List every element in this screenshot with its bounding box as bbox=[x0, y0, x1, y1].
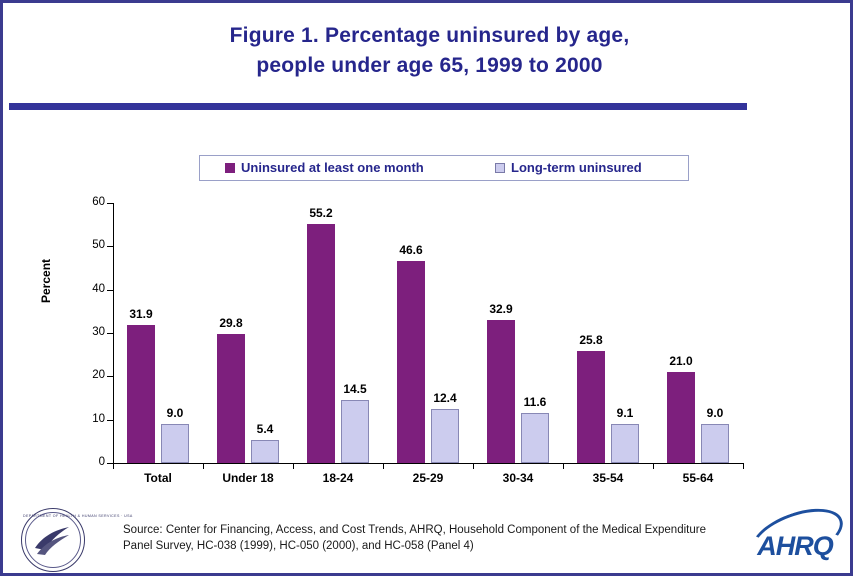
bar-long-term-30-34 bbox=[521, 413, 549, 463]
x-tick-mark bbox=[563, 464, 564, 469]
title-line-2: people under age 65, 1999 to 2000 bbox=[256, 54, 603, 77]
hhs-seal-logo bbox=[21, 508, 133, 570]
seal-ring-text: DEPARTMENT OF HEALTH & HUMAN SERVICES · USA bbox=[23, 514, 133, 518]
bar-value-label: 11.6 bbox=[523, 394, 547, 409]
x-tick-mark bbox=[743, 464, 744, 469]
bar-value-label: 32.9 bbox=[489, 302, 513, 317]
x-category-label: 55-64 bbox=[682, 471, 714, 485]
ahrq-wordmark: AHRQ bbox=[757, 531, 833, 561]
bar-uninsured-one-month-25-29 bbox=[397, 261, 425, 463]
bar-long-term-total bbox=[161, 424, 189, 463]
legend-entry-long-term-uninsured bbox=[495, 160, 642, 175]
legend-entry-uninsured-at-least-one-month bbox=[225, 160, 424, 175]
bar-value-label: 5.4 bbox=[256, 421, 274, 436]
x-tick-mark bbox=[113, 464, 114, 469]
bar-value-label: 14.5 bbox=[343, 382, 367, 397]
bar-uninsured-one-month-total bbox=[127, 325, 155, 463]
bar-long-term-35-54 bbox=[611, 424, 639, 463]
y-tick-label: 30 bbox=[92, 326, 105, 338]
y-tick-label: 0 bbox=[98, 456, 105, 468]
x-tick-mark bbox=[293, 464, 294, 469]
legend-swatch-lavender-icon bbox=[495, 163, 505, 173]
bar-long-term-55-64 bbox=[701, 424, 729, 463]
x-tick-mark bbox=[653, 464, 654, 469]
x-category-label: 30-34 bbox=[502, 471, 534, 485]
source-note: Source: Center for Financing, Access, and Cost Trends, AHRQ, Household Component of the Medical Expenditure Panel Survey, HC-038 (1999), HC-050 (2000), and HC-058 (Panel 4) bbox=[123, 524, 706, 552]
x-tick-mark bbox=[203, 464, 204, 469]
legend-label-1: Uninsured at least one month bbox=[241, 160, 424, 175]
y-tick-label: 60 bbox=[92, 196, 105, 208]
x-category-label: Under 18 bbox=[222, 471, 274, 485]
x-axis-line bbox=[113, 463, 744, 464]
legend-swatch-purple-icon bbox=[225, 163, 235, 173]
bar-value-label: 25.8 bbox=[579, 333, 603, 348]
bar-long-term-18-24 bbox=[341, 400, 369, 463]
x-category-label: 18-24 bbox=[322, 471, 354, 485]
bar-uninsured-one-month-35-54 bbox=[577, 351, 605, 463]
plot-area bbox=[113, 203, 743, 463]
bar-value-label: 9.0 bbox=[706, 406, 724, 420]
y-tick-label: 40 bbox=[92, 282, 105, 295]
x-category-label: 35-54 bbox=[592, 471, 624, 485]
y-tick-label: 20 bbox=[92, 369, 105, 382]
bar-value-label: 12.4 bbox=[433, 391, 457, 406]
page-title bbox=[3, 21, 853, 81]
bar-uninsured-one-month-30-34 bbox=[487, 320, 515, 463]
bar-long-term-25-29 bbox=[431, 409, 459, 463]
bar-value-label: 31.9 bbox=[129, 306, 153, 321]
bar-value-label: 9.1 bbox=[616, 405, 634, 420]
bar-value-label: 9.0 bbox=[166, 406, 184, 420]
bar-uninsured-one-month-18-24 bbox=[307, 224, 335, 463]
y-tick-label: 10 bbox=[92, 412, 105, 425]
x-category-label: Total bbox=[144, 471, 172, 485]
x-category-label: 25-29 bbox=[412, 471, 444, 485]
x-tick-mark bbox=[473, 464, 474, 469]
hhs-bird-icon bbox=[33, 524, 71, 558]
title-line-1: Figure 1. Percentage uninsured by age, bbox=[229, 24, 630, 47]
y-axis-title: Percent bbox=[39, 258, 53, 303]
bar-value-label: 46.6 bbox=[399, 243, 423, 258]
bar-uninsured-one-month-55-64 bbox=[667, 372, 695, 463]
y-tick-label: 50 bbox=[92, 239, 105, 252]
title-divider bbox=[9, 103, 747, 110]
legend-label-2: Long-term uninsured bbox=[511, 160, 642, 175]
bar-uninsured-one-month-under-18 bbox=[217, 334, 245, 463]
bar-value-label: 29.8 bbox=[219, 315, 243, 330]
ahrq-logo bbox=[745, 511, 845, 569]
bar-value-label: 21.0 bbox=[669, 354, 693, 368]
bar-long-term-under-18 bbox=[251, 440, 279, 463]
bar-value-label: 55.2 bbox=[309, 205, 333, 220]
x-tick-mark bbox=[383, 464, 384, 469]
chart-legend bbox=[199, 155, 689, 181]
